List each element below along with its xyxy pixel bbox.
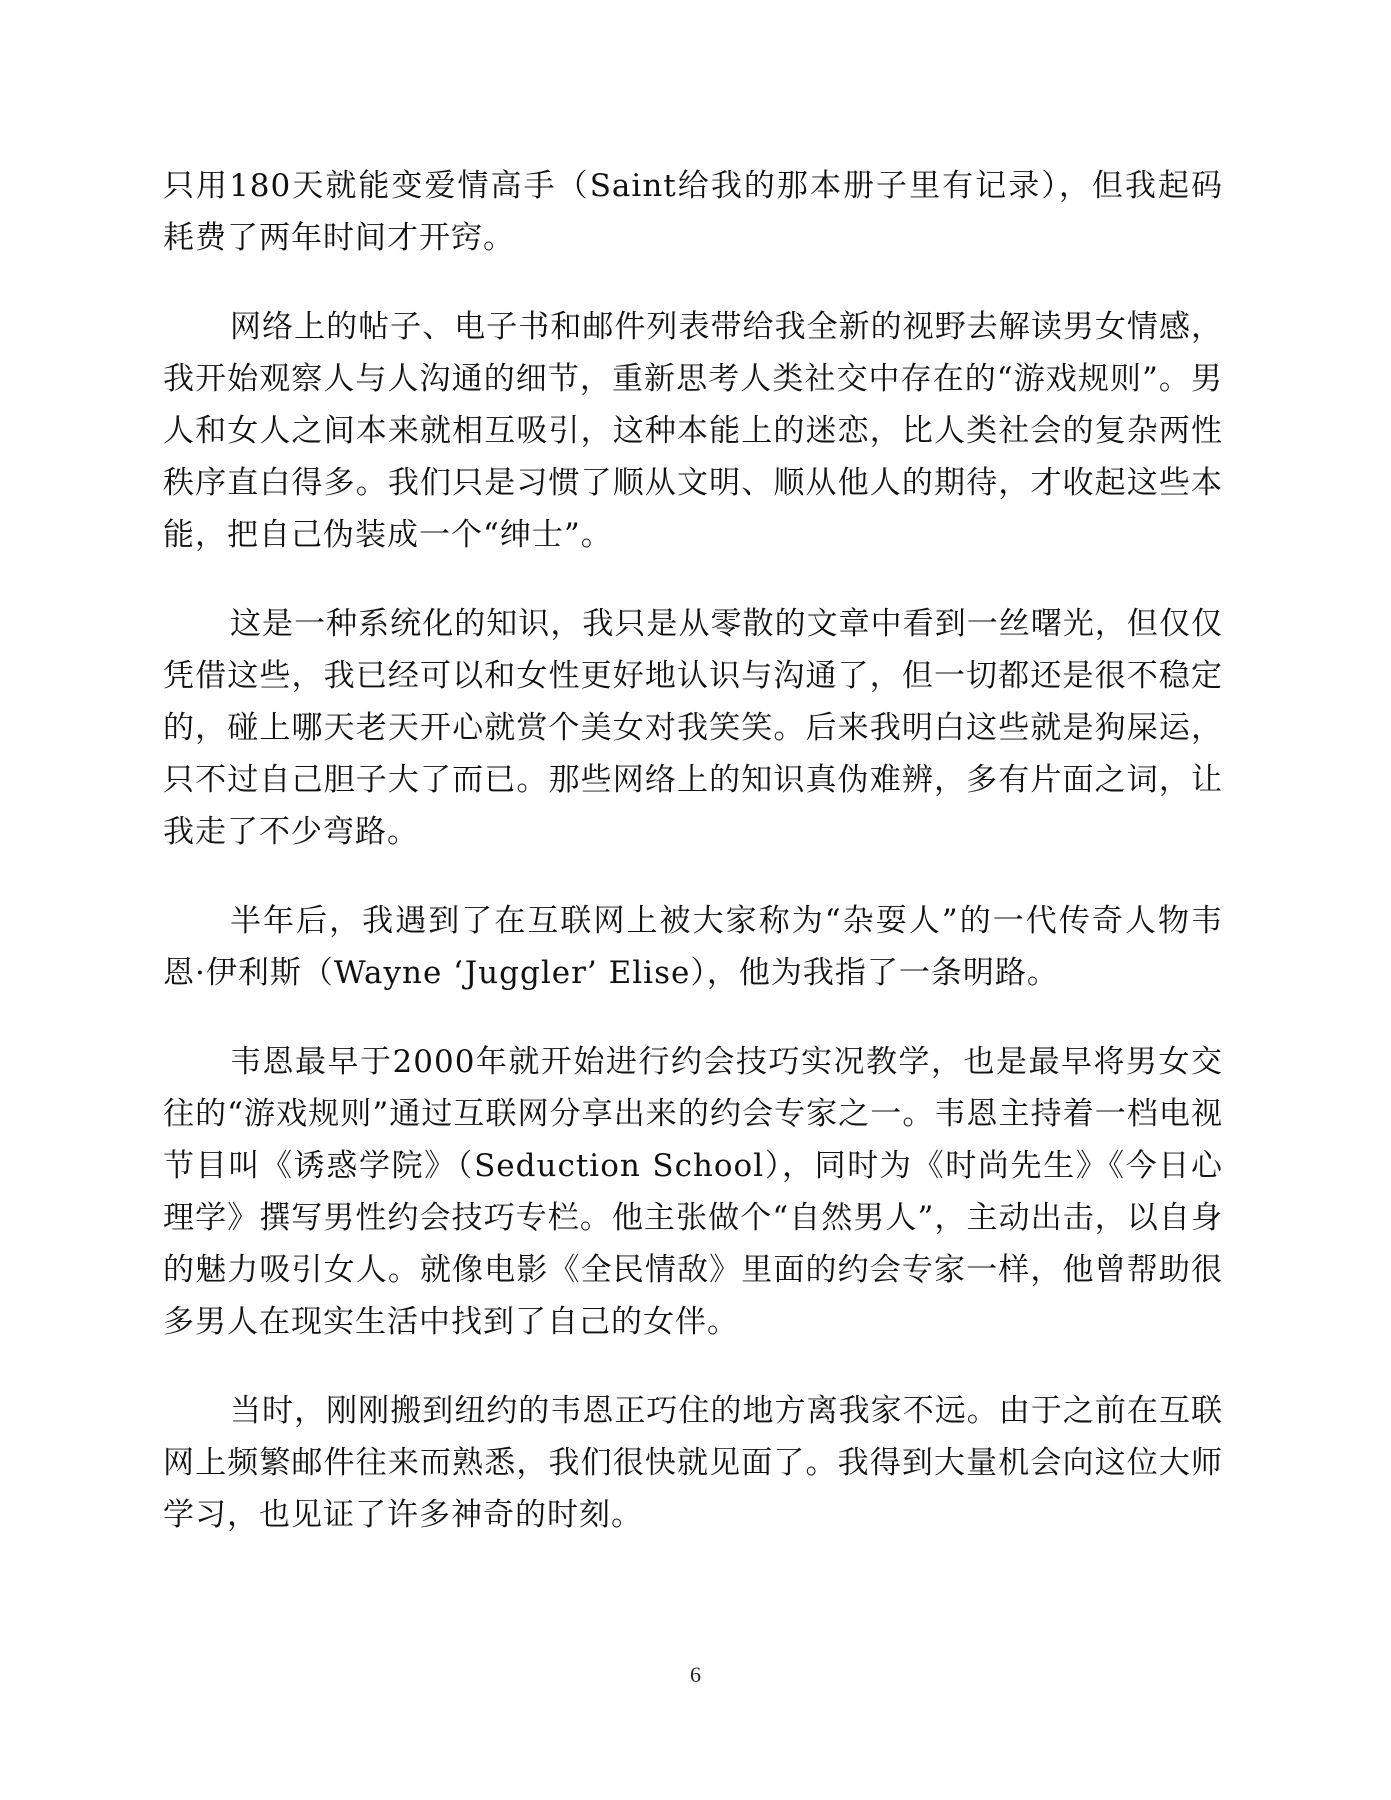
page-number: 6: [690, 1662, 701, 1687]
paragraph-1: 只用180天就能变爱情高手（Saint给我的那本册子里有记录），但我起码耗费了两年时间才开窍。: [163, 168, 1223, 256]
paragraph-2: 网络上的帖子、电子书和邮件列表带给我全新的视野去解读男女情感，我开始观察人与人沟通的细节，重新思考人类社交中存在的“游戏规则”。男人和女人之间本来就相互吸引，这种本能上的迷恋，比人类社会的复杂两性秩序直白得多。我们只是习惯了顺从文明、顺从他人的期待，才收起这些本能，把自己伪装成一个“绅士”。: [163, 309, 1223, 553]
paragraph-3: 这是一种系统化的知识，我只是从零散的文章中看到一丝曙光，但仅仅凭借这些，我已经可以和女性更好地认识与沟通了，但一切都还是很不稳定的，碰上哪天老天开心就赏个美女对我笑笑。后来我明白这些就是狗屎运，只不过自己胆子大了而已。那些网络上的知识真伪难辨，多有片面之词，让我走了不少弯路。: [163, 606, 1223, 850]
paragraph-4: 半年后，我遇到了在互联网上被大家称为“杂耍人”的一代传奇人物韦恩·伊利斯（Wayne ‘Juggler’ Elise），他为我指了一条明路。: [163, 903, 1223, 991]
body-text: [163, 160, 1223, 1578]
paragraph-5: 韦恩最早于2000年就开始进行约会技巧实况教学，也是最早将男女交往的“游戏规则”通过互联网分享出来的约会专家之一。韦恩主持着一档电视节目叫《诱惑学院》（Seduction School），同时为《时尚先生》《今日心理学》撰写男性约会技巧专栏。他主张做个“自然男人”，主动出击，以自身的魅力吸引女人。就像电影《全民情敌》里面的约会专家一样，他曾帮助很多男人在现实生活中找到了自己的女伴。: [163, 1044, 1223, 1340]
paragraph-6: 当时，刚刚搬到纽约的韦恩正巧住的地方离我家不远。由于之前在互联网上频繁邮件往来而熟悉，我们很快就见面了。我得到大量机会向这位大师学习，也见证了许多神奇的时刻。: [163, 1393, 1223, 1533]
